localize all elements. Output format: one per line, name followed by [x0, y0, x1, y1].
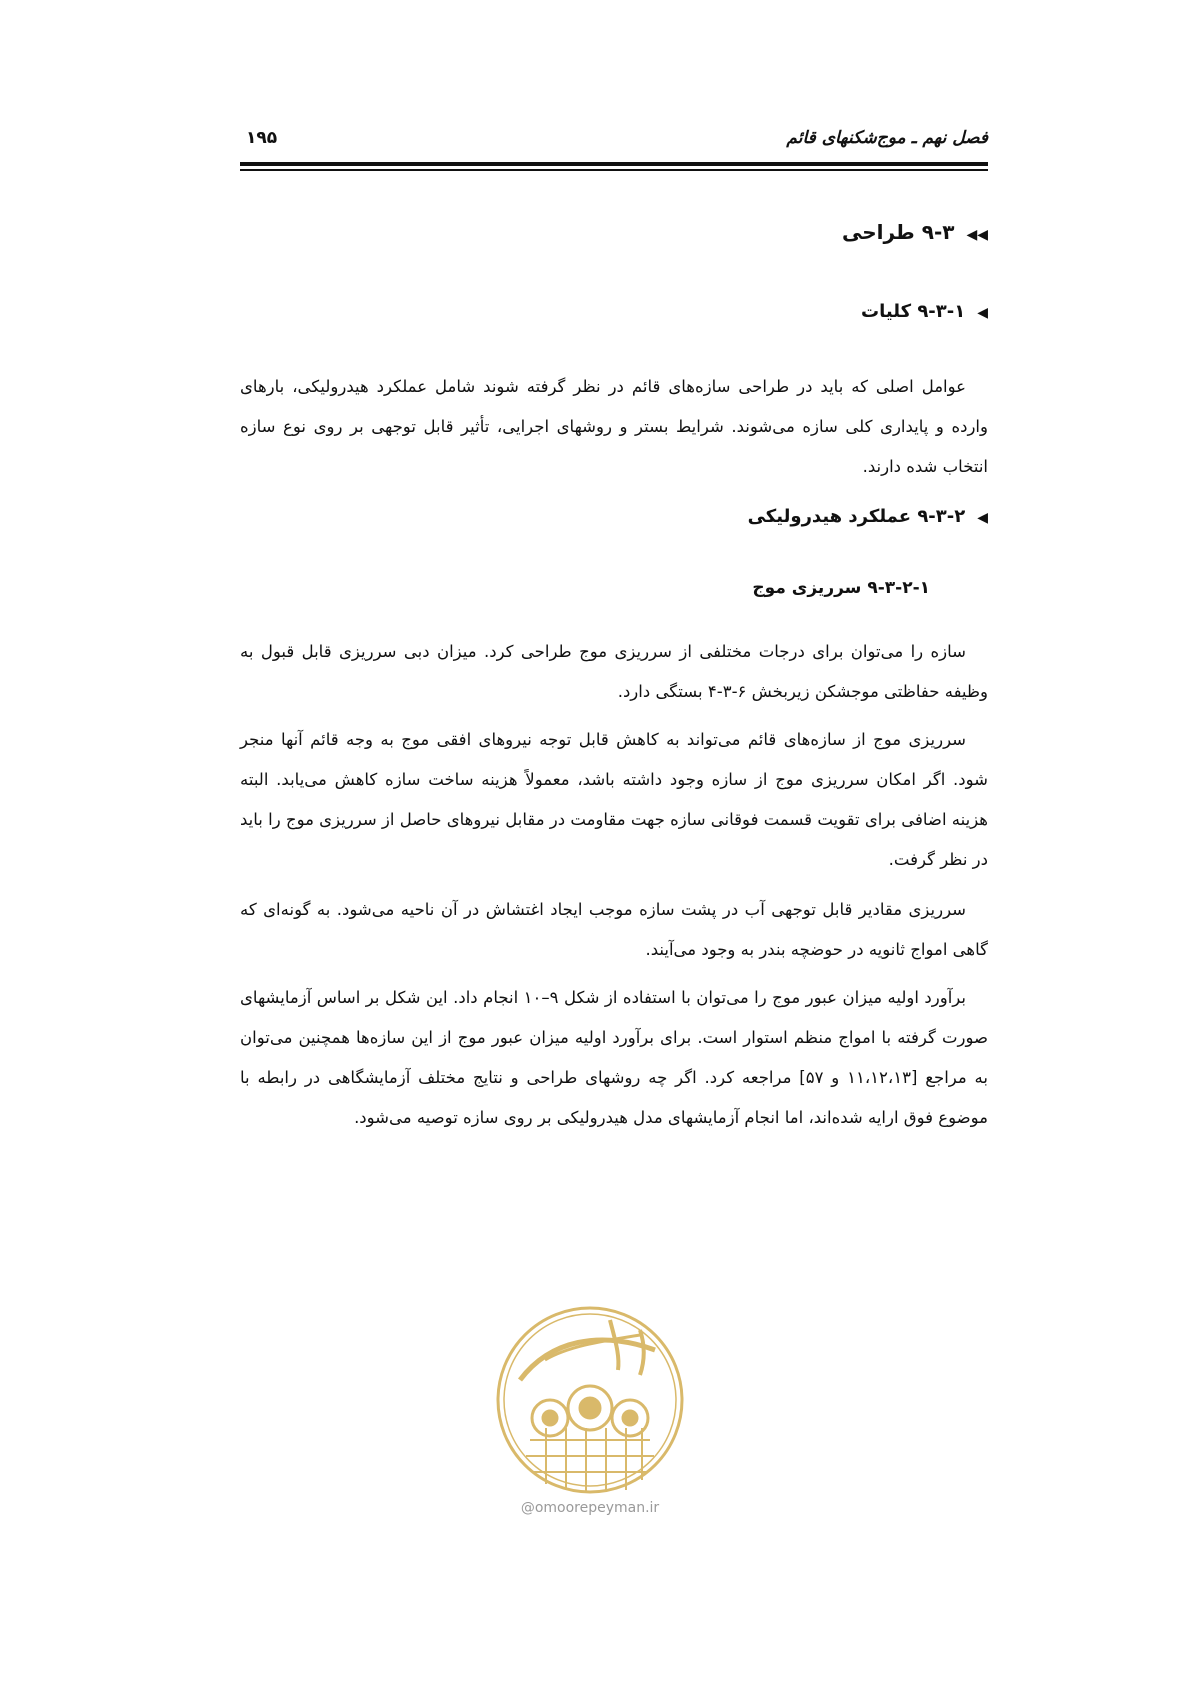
subsection-heading-general	[861, 301, 988, 322]
watermark	[490, 1300, 690, 1516]
running-header	[240, 128, 988, 158]
subsection-title: ۹-۳-۲ عملکرد هیدرولیکی	[747, 506, 966, 527]
section-title: ۹-۳ طراحی	[841, 220, 955, 244]
paragraph: سرریزی مقادیر قابل توجهی آب در پشت سازه موجب ایجاد اغتشاش در آن ناحیه می‌شود. به گونه‌ای که گاهی امواج ثانویه در حوضچه بندر به وجود می‌آیند.	[240, 899, 988, 959]
section-heading-design	[842, 220, 988, 244]
paragraph: سرریزی موج از سازه‌های قائم می‌تواند به کاهش قابل توجه نیروهای افقی موج به وجه قائم آنها منجر شود. اگر امکان سرریزی موج از سازه وجود داشته باشد، معمولاً هزینه ساخت سازه کاهش می‌یابد. البته هزینه اضافی برای تقویت قسمت فوقانی سازه جهت مقاومت در مقابل نیروهای حاصل از سرریزی موج را باید در نظر گرفت.	[240, 729, 988, 869]
header-rule-thin	[240, 169, 988, 171]
subsection-title: ۹-۳-۱ کلیات	[861, 301, 966, 322]
paragraph: عوامل اصلی که باید در طراحی سازه‌های قائم در نظر گرفته شوند شامل عملکرد هیدرولیکی، بارهای وارده و پایداری کلی سازه می‌شوند. شرایط بستر و روشهای اجرایی، تأثیر قابل توجهی بر روی نوع سازه انتخاب شده دارند.	[240, 376, 988, 476]
subsubsection-title: ۹-۳-۲-۱ سرریزی موج	[752, 578, 930, 598]
chapter-title: فصل نهم ـ موج‌شکنهای قائم	[786, 128, 988, 148]
omoorepeyman-logo-icon	[490, 1300, 690, 1500]
subsubsection-heading-overtopping	[752, 578, 930, 598]
header-rule-thick	[240, 162, 988, 166]
page-number: ۱۹۵	[246, 128, 278, 148]
watermark-site: @omoorepeyman.ir	[520, 1500, 660, 1516]
subsection-heading-hydraulic	[748, 506, 988, 527]
arrow-icon: ◀	[977, 305, 988, 321]
arrow-icon: ◀	[977, 510, 988, 526]
paragraph: سازه را می‌توان برای درجات مختلفی از سرریزی موج طراحی کرد. میزان دبی سرریزی قابل قبول به وظیفه حفاظتی موجشکن زیربخش ۶-۳-۴ بستگی دارد.	[240, 641, 988, 701]
double-arrow-icon: ◀◀	[966, 227, 988, 243]
paragraph: برآورد اولیه میزان عبور موج را می‌توان با استفاده از شکل ۹–۱۰ انجام داد. این شکل بر اساس آزمایشهای صورت گرفته با امواج منظم استوار است. برای برآورد اولیه میزان عبور موج از این سازه‌ها همچنین می‌توان به مراجع [۱۱،۱۲،۱۳ و ۵۷] مراجعه کرد. اگر چه روشهای طراحی و نتایج مختلف آزمایشگاهی در رابطه با موضوع فوق ارایه شده‌اند، اما انجام آزمایشهای مدل هیدرولیکی بر روی سازه توصیه می‌شود.	[240, 987, 989, 1127]
